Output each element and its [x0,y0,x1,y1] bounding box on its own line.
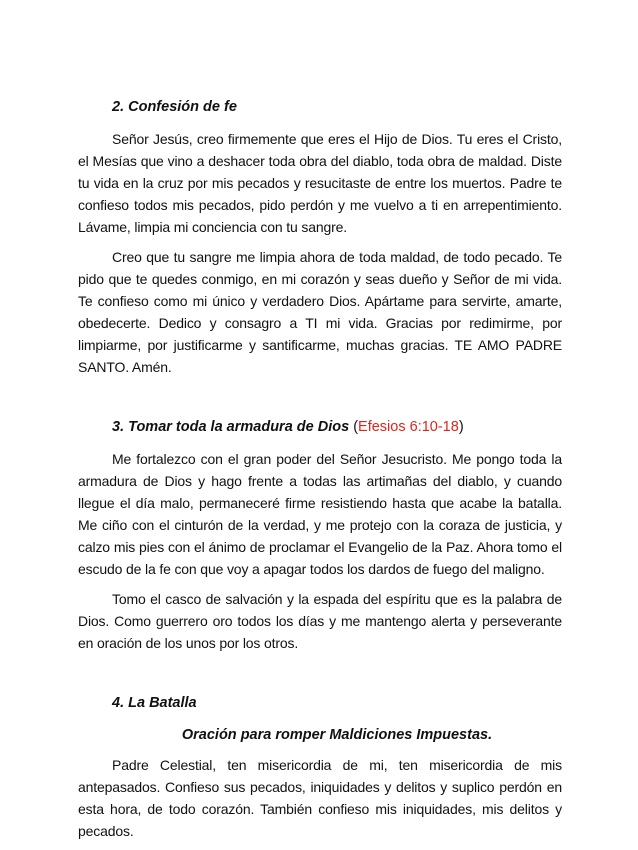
paragraph: Tomo el casco de salvación y la espada del espíritu que es la palabra de Dios. Como guerrero oro todos los días y me mantengo alerta y perseverante en oración de los unos por los otros. [78,591,562,651]
bible-reference [353,419,463,435]
reference-close-paren: ) [458,419,464,435]
reference-link[interactable]: Efesios 6:10-18 [358,419,459,435]
spacer [78,386,562,416]
reference-open-paren: ( [353,419,359,435]
spacer [78,662,562,692]
section-heading-armadura [78,416,562,438]
paragraph: Señor Jesús, creo firmemente que eres el Hijo de Dios. Tu eres el Cristo, el Mesías que vino a deshacer toda obra del diablo, toda obra de maldad. Diste tu vida en la cruz por mis pecados y resucitaste de entre los muertos. Padre te confieso todos mis pecados, pido perdón y me vuelvo a ti en arrepentimiento. Lávame, limpia mi conciencia con tu sangre. [78,131,562,235]
paragraph: Creo que tu sangre me limpia ahora de toda maldad, de todo pecado. Te pido que te quedes conmigo, en mi corazón y seas dueño y Señor de mi vida. Te confieso como mi único y verdadero Dios. Apártame para servirte, amarte, obedecerte. Dedico y consagro a TI mi vida. Gracias por redimirme, por limpiarme, por justificarme y santificarme, muchas gracias. TE AMO PADRE SANTO. Amén. [78,249,562,375]
document-page [78,96,562,850]
section-heading-confesion: 2. Confesión de fe [112,99,237,115]
paragraph: Me fortalezco con el gran poder del Señor Jesucristo. Me pongo toda la armadura de Dios y hago frente a todas las artimañas del diablo, y cuando llegue el día malo, permaneceré firme resistiendo hasta que acabe la batalla. Me ciño con el cinturón de la verdad, y me protejo con la coraza de justicia, y calzo mis pies con el ánimo de proclamar el Evangelio de la Paz. Ahora tomo el escudo de la fe con que voy a apagar todos los dardos de fuego del maligno. [78,451,562,577]
paragraph: Padre Celestial, ten misericordia de mi, ten misericordia de mis antepasados. Confieso sus pecados, iniquidades y delitos y suplico perdón en esta hora, de todo corazón. También confieso mis iniquidades, mis delitos y pecados. [78,757,562,839]
heading-text: 3. Tomar toda la armadura de Dios [112,419,350,435]
section-heading-batalla: 4. La Batalla [112,695,197,711]
prayer-title: Oración para romper Maldiciones Impuestas. [181,727,493,743]
